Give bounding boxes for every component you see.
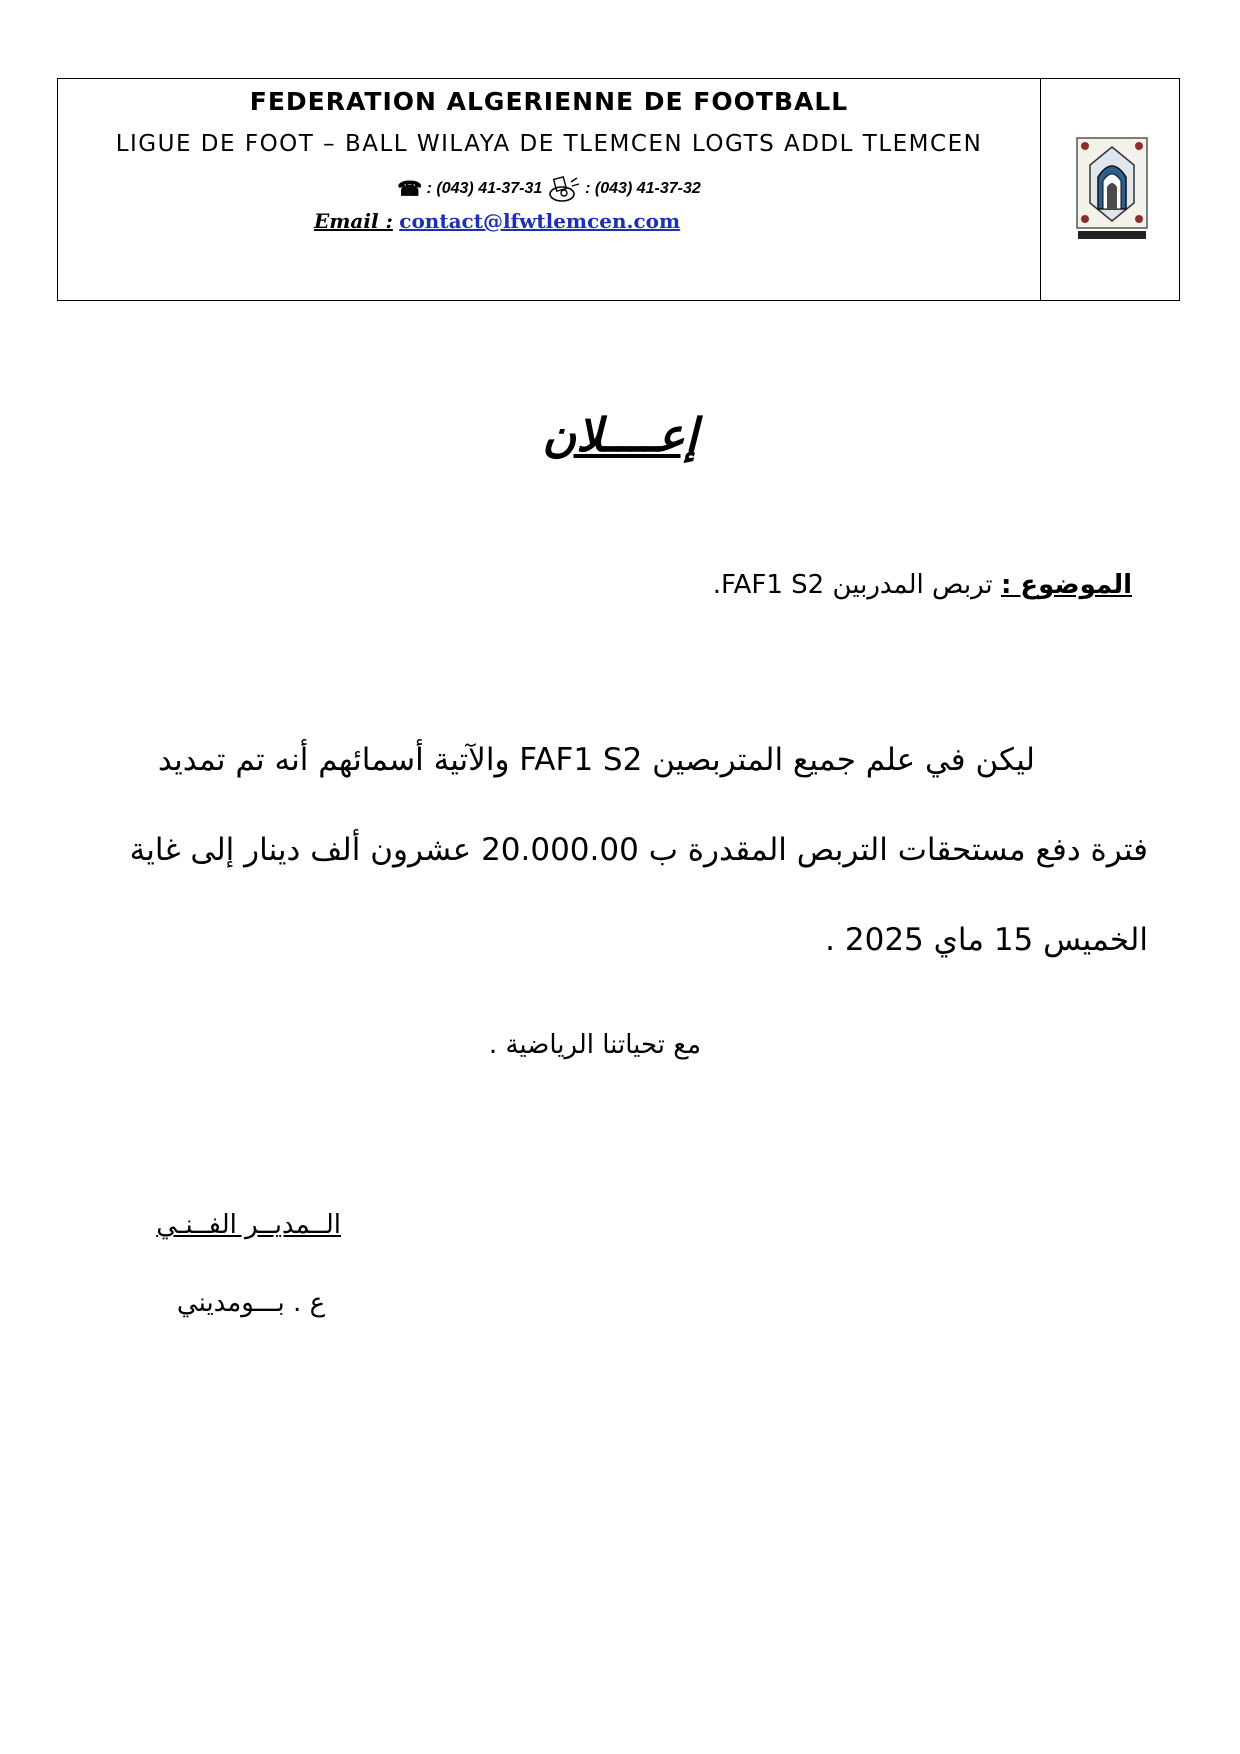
subject-text: تربص المدربين FAF1 S2. bbox=[712, 570, 993, 600]
subject-line bbox=[713, 570, 1132, 600]
league-name: LIGUE DE FOOT – BALL WILAYA DE TLEMCEN LOGTS ADDL TLEMCEN bbox=[115, 131, 983, 157]
body-line-3: الخميس 15 ماي 2025 . bbox=[825, 922, 1148, 958]
header-divider bbox=[1040, 79, 1041, 300]
subject-label: الموضوع : bbox=[1000, 570, 1132, 600]
body-line-2: فترة دفع مستحقات التربص المقدرة ب 20.000.00 عشرون ألف دينار إلى غاية bbox=[129, 832, 1148, 868]
signature-title: الــمديــر الفــنـي bbox=[156, 1210, 341, 1240]
contact-numbers bbox=[58, 174, 1040, 204]
body-line-1: ليكن في علم جميع المتربصين FAF1 S2 والآتية أسمائهم أنه تم تمديد bbox=[157, 742, 1035, 778]
federation-name: FEDERATION ALGERIENNE DE FOOTBALL bbox=[249, 87, 849, 116]
league-logo bbox=[1076, 137, 1148, 241]
fax-number: (043) 41-37-32 bbox=[594, 180, 701, 198]
greeting: مع تحياتنا الرياضية . bbox=[488, 1030, 702, 1060]
phone-number: (043) 41-37-31 bbox=[436, 180, 543, 198]
email-link[interactable]: contact@lfwtlemcen.com bbox=[399, 209, 681, 233]
email-line bbox=[314, 209, 680, 233]
fax-separator: : bbox=[585, 180, 591, 198]
signature-name: ع . بـــومديني bbox=[176, 1288, 326, 1318]
telephone-icon: ☎ bbox=[397, 178, 423, 201]
announcement-title: إعــــلان bbox=[542, 408, 698, 462]
letterhead bbox=[57, 78, 1180, 301]
fax-icon bbox=[547, 174, 581, 204]
phone-separator: : bbox=[426, 180, 432, 198]
email-label: Email : bbox=[314, 209, 393, 233]
